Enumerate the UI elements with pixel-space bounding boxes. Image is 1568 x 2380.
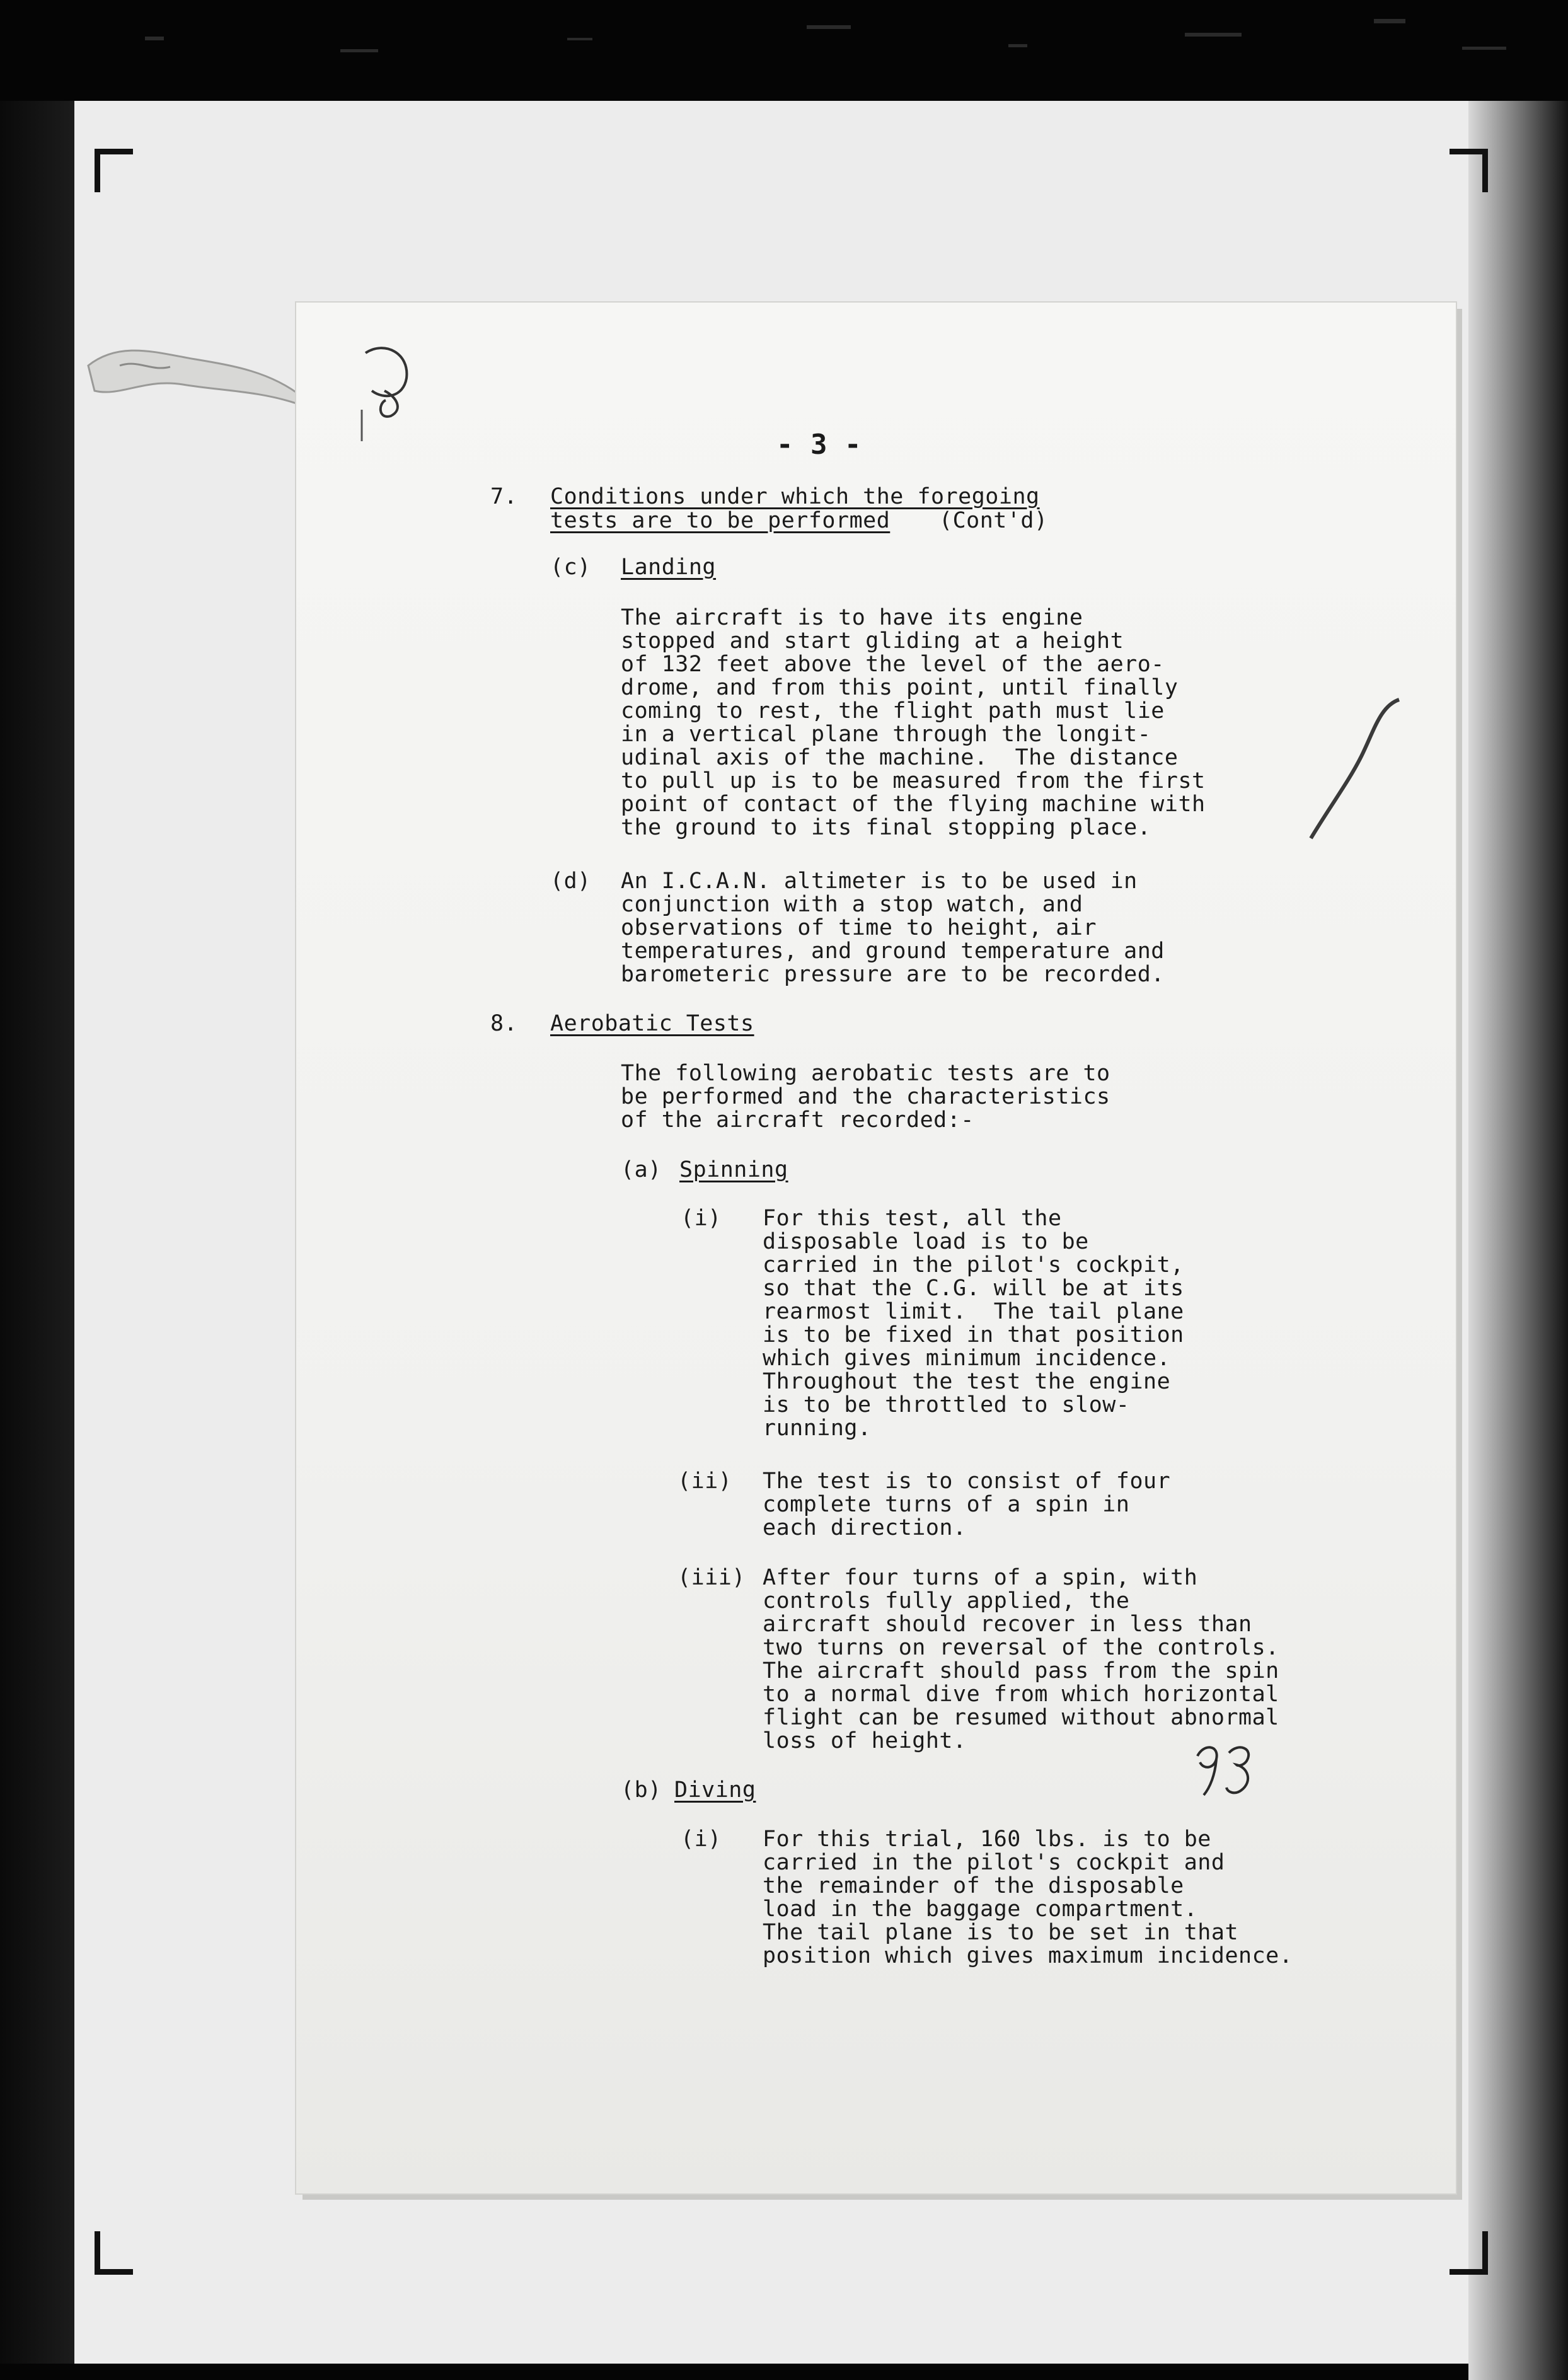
item-b-i-line-3: the remainder of the disposable (763, 1873, 1184, 1898)
item-b-i-label: (i) (681, 1827, 722, 1852)
item-a-i-line-9: is to be throttled to slow- (763, 1392, 1130, 1418)
item-a-i-line-2: disposable load is to be (763, 1229, 1089, 1254)
item-a-ii-label: (ii) (677, 1469, 732, 1494)
item-d-line-5: barometeric pressure are to be recorded. (621, 962, 1165, 987)
item-d-line-3: observations of time to height, air (621, 915, 1097, 940)
handwritten-folio-number (1185, 1737, 1267, 1800)
item-d-line-4: temperatures, and ground temperature and (621, 939, 1165, 964)
item-b-i-line-2: carried in the pilot's cockpit and (763, 1850, 1225, 1875)
item-c-line-10: the ground to its final stopping place. (621, 815, 1151, 840)
item-c-label: (c) (550, 555, 591, 580)
film-border-right (1468, 101, 1568, 2380)
item-b-i-line-4: load in the baggage compartment. (763, 1897, 1198, 1922)
item-a-iii-line-7: flight can be resumed without abnormal (763, 1705, 1279, 1730)
section-8-number: 8. (490, 1011, 518, 1036)
section-7-number: 7. (490, 484, 518, 509)
crop-mark-top-right (1450, 149, 1488, 192)
item-a-label: (a) (621, 1157, 662, 1182)
item-a-i-line-7: which gives minimum incidence. (763, 1346, 1171, 1371)
item-d-line-2: conjunction with a stop watch, and (621, 892, 1083, 917)
item-a-i-line-6: is to be fixed in that position (763, 1322, 1184, 1348)
section-7-heading-line-1: Conditions under which the foregoing (550, 484, 1040, 509)
item-d-line-1: An I.C.A.N. altimeter is to be used in (621, 869, 1138, 894)
item-a-iii-line-2: controls fully applied, the (763, 1588, 1130, 1614)
item-c-line-1: The aircraft is to have its engine (621, 605, 1083, 630)
item-a-ii-line-1: The test is to consist of four (763, 1469, 1171, 1494)
item-b-label: (b) (621, 1777, 662, 1803)
item-c-line-2: stopped and start gliding at a height (621, 628, 1124, 654)
item-a-i-line-5: rearmost limit. The tail plane (763, 1299, 1184, 1324)
item-a-i-line-3: carried in the pilot's cockpit, (763, 1252, 1184, 1278)
section-8-intro-line-2: be performed and the characteristics (621, 1084, 1110, 1109)
item-a-iii-line-3: aircraft should recover in less than (763, 1612, 1252, 1637)
item-a-ii-line-2: complete turns of a spin in (763, 1492, 1130, 1517)
item-a-i-line-8: Throughout the test the engine (763, 1369, 1171, 1394)
item-a-i-line-4: so that the C.G. will be at its (763, 1276, 1184, 1301)
item-a-ii-line-3: each direction. (763, 1515, 967, 1540)
film-border-left (0, 101, 74, 2364)
section-8-heading: Aerobatic Tests (550, 1011, 754, 1036)
item-c-line-4: drome, and from this point, until finally (621, 675, 1179, 700)
item-d-label: (d) (550, 869, 591, 894)
pencil-stroke (1305, 693, 1405, 845)
item-a-iii-label: (iii) (677, 1565, 746, 1590)
item-a-iii-line-6: to a normal dive from which horizontal (763, 1682, 1279, 1707)
film-edge-speckles (0, 0, 1568, 101)
hole-punch-mark (347, 340, 422, 448)
item-c-line-5: coming to rest, the flight path must lie (621, 698, 1165, 724)
item-c-line-8: to pull up is to be measured from the first (621, 768, 1206, 794)
section-7-heading-suffix: (Cont'd) (939, 508, 1048, 533)
section-7-heading-line-2: tests are to be performed (550, 508, 891, 533)
item-a-iii-line-8: loss of height. (763, 1728, 967, 1753)
page-number: - 3 - (776, 429, 862, 461)
item-a-iii-line-5: The aircraft should pass from the spin (763, 1658, 1279, 1684)
crop-mark-top-left (95, 149, 133, 192)
item-a-i-label: (i) (681, 1206, 722, 1231)
item-b-i-line-6: position which gives maximum incidence. (763, 1943, 1293, 1968)
crop-mark-bottom-left (95, 2231, 133, 2275)
item-c-line-7: udinal axis of the machine. The distance (621, 745, 1179, 770)
section-8-intro-line-3: of the aircraft recorded:- (621, 1107, 974, 1133)
item-c-title: Landing (621, 555, 717, 580)
item-c-line-6: in a vertical plane through the longit- (621, 722, 1151, 747)
crop-mark-bottom-right (1450, 2231, 1488, 2275)
item-c-line-3: of 132 feet above the level of the aero- (621, 652, 1165, 677)
item-b-title: Diving (674, 1777, 756, 1803)
item-a-i-line-1: For this test, all the (763, 1206, 1062, 1231)
item-c-line-9: point of contact of the flying machine with (621, 792, 1206, 817)
item-a-iii-line-4: two turns on reversal of the controls. (763, 1635, 1279, 1660)
paper-scrap (82, 328, 321, 454)
item-b-i-line-5: The tail plane is to be set in that (763, 1920, 1239, 1945)
item-a-title: Spinning (679, 1157, 788, 1182)
section-8-intro-line-1: The following aerobatic tests are to (621, 1061, 1110, 1086)
item-b-i-line-1: For this trial, 160 lbs. is to be (763, 1827, 1211, 1852)
item-a-i-line-10: running. (763, 1416, 872, 1441)
item-a-iii-line-1: After four turns of a spin, with (763, 1565, 1198, 1590)
